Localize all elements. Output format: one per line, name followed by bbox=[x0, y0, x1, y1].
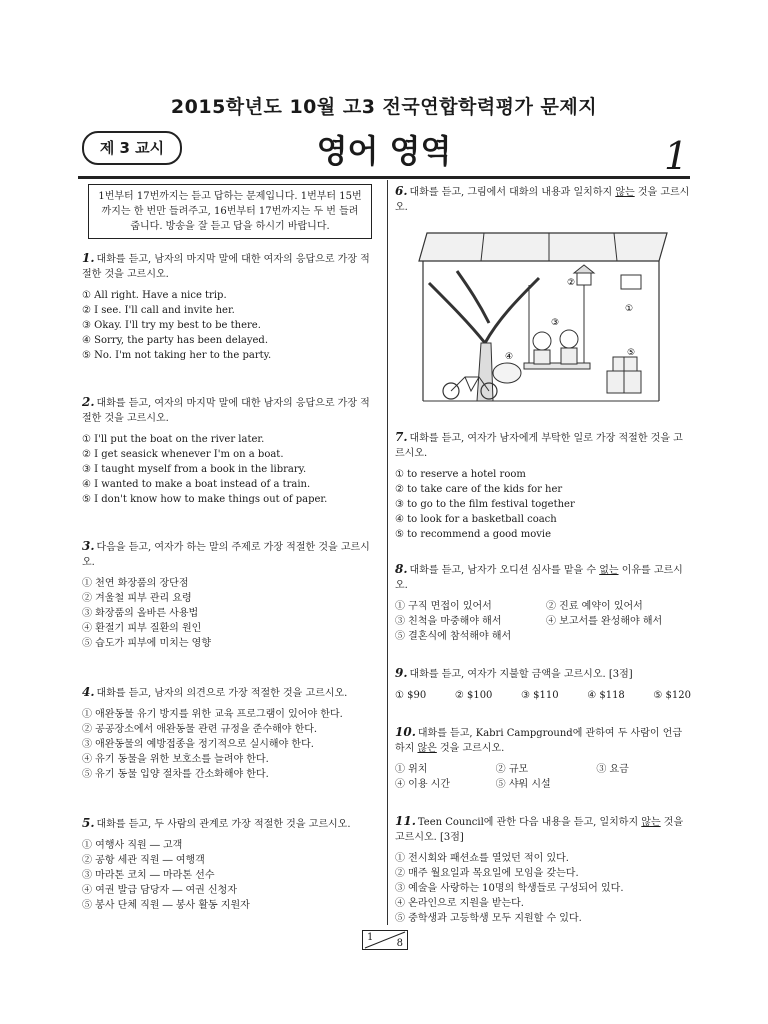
option[interactable]: ④ 환절기 피부 질환의 원인 bbox=[82, 623, 202, 634]
options-list bbox=[395, 467, 691, 542]
option[interactable]: ① All right. Have a nice trip. bbox=[82, 290, 227, 301]
question-prompt: 대화를 듣고, 남자가 오디션 심사를 맡을 수 bbox=[409, 565, 600, 576]
option[interactable]: ② 진료 예약이 있어서 bbox=[546, 601, 643, 612]
playground-illustration bbox=[409, 223, 685, 411]
option[interactable]: ④ I wanted to make a boat instead of a train. bbox=[82, 479, 311, 490]
option[interactable]: ⑤ I don't know how to make things out of paper. bbox=[82, 494, 328, 505]
option[interactable]: ④ 유기 동물을 위한 보호소를 늘려야 한다. bbox=[82, 754, 269, 765]
question-prompt: 대화를 듣고, 남자의 의견으로 가장 적절한 것을 고르시오. bbox=[96, 688, 348, 699]
option[interactable]: ① 위치 bbox=[395, 764, 428, 775]
question-text bbox=[82, 816, 378, 832]
right-column bbox=[395, 184, 691, 926]
question-9 bbox=[395, 666, 691, 703]
question-number: 3. bbox=[82, 539, 95, 553]
option[interactable]: ④ to look for a basketball coach bbox=[395, 514, 557, 525]
question-text bbox=[395, 666, 691, 682]
option[interactable]: ③ 애완동물의 예방접종을 정기적으로 실시해야 한다. bbox=[82, 739, 314, 750]
option[interactable]: ③ to go to the film festival together bbox=[395, 499, 575, 510]
option[interactable]: ③ I taught myself from a book in the library. bbox=[82, 464, 307, 475]
option[interactable]: ① 여행사 직원 ― 고객 bbox=[82, 840, 183, 851]
question-4 bbox=[82, 685, 378, 782]
option[interactable]: ⑤ to recommend a good movie bbox=[395, 529, 552, 540]
question-7 bbox=[395, 430, 691, 542]
listening-notice: 1번부터 17번까지는 듣고 답하는 문제입니다. 1번부터 15번까지는 한 번만 들려주고, 16번부터 17번까지는 두 번 들려줍니다. 방송을 잘 듣고 답을 하시기 바랍니다. bbox=[88, 184, 372, 239]
option[interactable]: ⑤ $120 bbox=[653, 690, 691, 701]
question-text bbox=[395, 430, 691, 461]
question-number: 2. bbox=[82, 395, 95, 409]
option[interactable]: ④ 여권 발급 담당자 ― 여권 신청자 bbox=[82, 885, 237, 896]
header-rule bbox=[78, 176, 690, 179]
question-5 bbox=[82, 816, 378, 913]
question-prompt: 대화를 듣고, Kabri Campground에 관하여 두 사람이 언급하지 bbox=[395, 728, 683, 754]
question-prompt: 대화를 듣고, 그림에서 대화의 내용과 일치하지 bbox=[409, 187, 616, 198]
option[interactable]: ④ Sorry, the party has been delayed. bbox=[82, 335, 268, 346]
subject-title: 영어 영역 bbox=[316, 132, 452, 170]
options-list bbox=[82, 707, 378, 782]
question-prompt-end: 이유를 고르시오. bbox=[395, 565, 683, 591]
page-footer bbox=[362, 930, 408, 950]
question-text bbox=[82, 395, 378, 426]
option[interactable]: ③ 요금 bbox=[596, 764, 629, 775]
option[interactable]: ④ $118 bbox=[587, 690, 625, 701]
marker-5: ⑤ bbox=[627, 348, 636, 358]
question-prompt: 대화를 듣고, 두 사람의 관계로 가장 적절한 것을 고르시오. bbox=[96, 819, 351, 830]
question-text bbox=[395, 184, 691, 215]
question-prompt-end: 것을 고르시오. bbox=[436, 743, 505, 754]
question-text bbox=[82, 251, 378, 282]
option[interactable]: ③ 화장품의 올바른 사용법 bbox=[82, 608, 199, 619]
option[interactable]: ② to take care of the kids for her bbox=[395, 484, 563, 495]
question-prompt: 대화를 듣고, 여자의 마지막 말에 대한 남자의 응답으로 가장 적절한 것을 고르시오. bbox=[82, 398, 370, 424]
question-3 bbox=[82, 539, 378, 651]
question-number: 7. bbox=[395, 430, 408, 444]
option[interactable]: ④ 보고서를 완성해야 해서 bbox=[546, 616, 663, 627]
question-prompt: 대화를 듣고, 남자의 마지막 말에 대한 여자의 응답으로 가장 적절한 것을 고르시오. bbox=[82, 254, 370, 280]
footer-current-page: 1 bbox=[367, 932, 374, 943]
question-number: 8. bbox=[395, 562, 408, 576]
session-badge: 제 3 교시 bbox=[82, 131, 182, 165]
options-list bbox=[82, 838, 378, 913]
option[interactable]: ⑤ 봉사 단체 직원 ― 봉사 활동 지원자 bbox=[82, 900, 250, 911]
option[interactable]: ① I'll put the boat on the river later. bbox=[82, 434, 265, 445]
option[interactable]: ① 구직 면접이 있어서 bbox=[395, 601, 492, 612]
question-prompt-end: 것을 고르시오. bbox=[395, 187, 690, 213]
option[interactable]: ③ 마라톤 코치 ― 마라톤 선수 bbox=[82, 870, 215, 881]
marker-4: ④ bbox=[505, 352, 514, 362]
option[interactable]: ② 공항 세관 직원 ― 여행객 bbox=[82, 855, 205, 866]
left-column bbox=[82, 184, 378, 913]
option[interactable]: ⑤ 결혼식에 참석해야 해서 bbox=[395, 631, 512, 642]
question-number: 1. bbox=[82, 251, 95, 265]
page-number: 1 bbox=[664, 134, 689, 178]
footer-total-pages: 8 bbox=[396, 938, 403, 949]
question-text bbox=[395, 814, 691, 845]
question-11 bbox=[395, 814, 691, 926]
marker-1: ① bbox=[625, 304, 634, 314]
option[interactable]: ⑤ 샤워 시설 bbox=[495, 779, 551, 790]
options-list bbox=[395, 851, 691, 926]
option[interactable]: ① 천연 화장품의 장단점 bbox=[82, 578, 189, 589]
question-prompt: Teen Council에 관한 다음 내용을 듣고, 일치하지 bbox=[417, 817, 642, 828]
question-text bbox=[82, 539, 378, 570]
question-text bbox=[82, 685, 378, 701]
question-number: 10. bbox=[395, 725, 416, 739]
option[interactable]: ③ $110 bbox=[521, 690, 559, 701]
question-8 bbox=[395, 562, 691, 644]
options-list bbox=[82, 432, 378, 507]
underlined-word: 않은 bbox=[417, 743, 437, 754]
option[interactable]: ② 매주 월요일과 목요일에 모임을 갖는다. bbox=[395, 868, 579, 879]
option[interactable]: ④ 이용 시간 bbox=[395, 779, 450, 790]
underlined-word: 않는 bbox=[641, 817, 661, 828]
question-10 bbox=[395, 725, 691, 792]
option[interactable]: ② 공공장소에서 애완동물 관련 규정을 준수해야 한다. bbox=[82, 724, 318, 735]
question-prompt: 대화를 듣고, 여자가 지불할 금액을 고르시오. [3점] bbox=[409, 669, 633, 680]
question-prompt: 다음을 듣고, 여자가 하는 말의 주제로 가장 적절한 것을 고르시오. bbox=[82, 542, 370, 568]
options-list bbox=[395, 762, 691, 792]
option[interactable]: ⑤ 중학생과 고등학생 모두 지원할 수 있다. bbox=[395, 913, 582, 924]
option[interactable]: ① 애완동물 유기 방지를 위한 교육 프로그램이 있어야 한다. bbox=[82, 709, 343, 720]
option[interactable]: ② I get seasick whenever I'm on a boat. bbox=[82, 449, 284, 460]
underlined-word: 없는 bbox=[599, 565, 619, 576]
option[interactable]: ① to reserve a hotel room bbox=[395, 469, 526, 480]
question-number: 11. bbox=[395, 814, 416, 828]
column-divider bbox=[387, 180, 388, 925]
question-prompt: 대화를 듣고, 여자가 남자에게 부탁한 일로 가장 적절한 것을 고르시오. bbox=[395, 433, 683, 459]
question-6 bbox=[395, 184, 691, 426]
option[interactable]: ③ 예술을 사랑하는 10명의 학생들로 구성되어 있다. bbox=[395, 883, 624, 894]
question-number: 4. bbox=[82, 685, 95, 699]
question-text bbox=[395, 725, 691, 756]
question-prompt-end: 것을 고르시오. [3점] bbox=[395, 817, 684, 843]
option[interactable]: ② 겨울철 피부 관리 요령 bbox=[82, 593, 192, 604]
question-number: 6. bbox=[395, 184, 408, 198]
options-list bbox=[82, 576, 378, 651]
question-2 bbox=[82, 395, 378, 507]
question-number: 9. bbox=[395, 666, 408, 680]
option[interactable]: ② I see. I'll call and invite her. bbox=[82, 305, 235, 316]
option[interactable]: ⑤ 습도가 피부에 미치는 영향 bbox=[82, 638, 211, 649]
option[interactable]: ⑤ 유기 동물 입양 절차를 간소화해야 한다. bbox=[82, 769, 269, 780]
options-list bbox=[395, 599, 691, 644]
option[interactable]: ③ Okay. I'll try my best to be there. bbox=[82, 320, 261, 331]
marker-3: ③ bbox=[551, 318, 560, 328]
question-text bbox=[395, 562, 691, 593]
options-list bbox=[82, 288, 378, 363]
option[interactable]: ① $90 bbox=[395, 690, 427, 701]
option[interactable]: ② $100 bbox=[454, 690, 493, 701]
option[interactable]: ② 규모 bbox=[495, 764, 529, 775]
question-number: 5. bbox=[82, 816, 95, 830]
option[interactable]: ① 전시회와 패션쇼를 열었던 적이 있다. bbox=[395, 853, 569, 864]
marker-2: ② bbox=[567, 278, 576, 288]
option[interactable]: ⑤ No. I'm not taking her to the party. bbox=[82, 350, 272, 361]
exam-title: 2015학년도 10월 고3 전국연합학력평가 문제지 bbox=[170, 96, 598, 118]
underlined-word: 않는 bbox=[615, 187, 635, 198]
options-list bbox=[395, 688, 691, 703]
option[interactable]: ③ 친척을 마중해야 해서 bbox=[395, 616, 502, 627]
question-1 bbox=[82, 251, 378, 363]
option[interactable]: ④ 온라인으로 지원을 받는다. bbox=[395, 898, 524, 909]
